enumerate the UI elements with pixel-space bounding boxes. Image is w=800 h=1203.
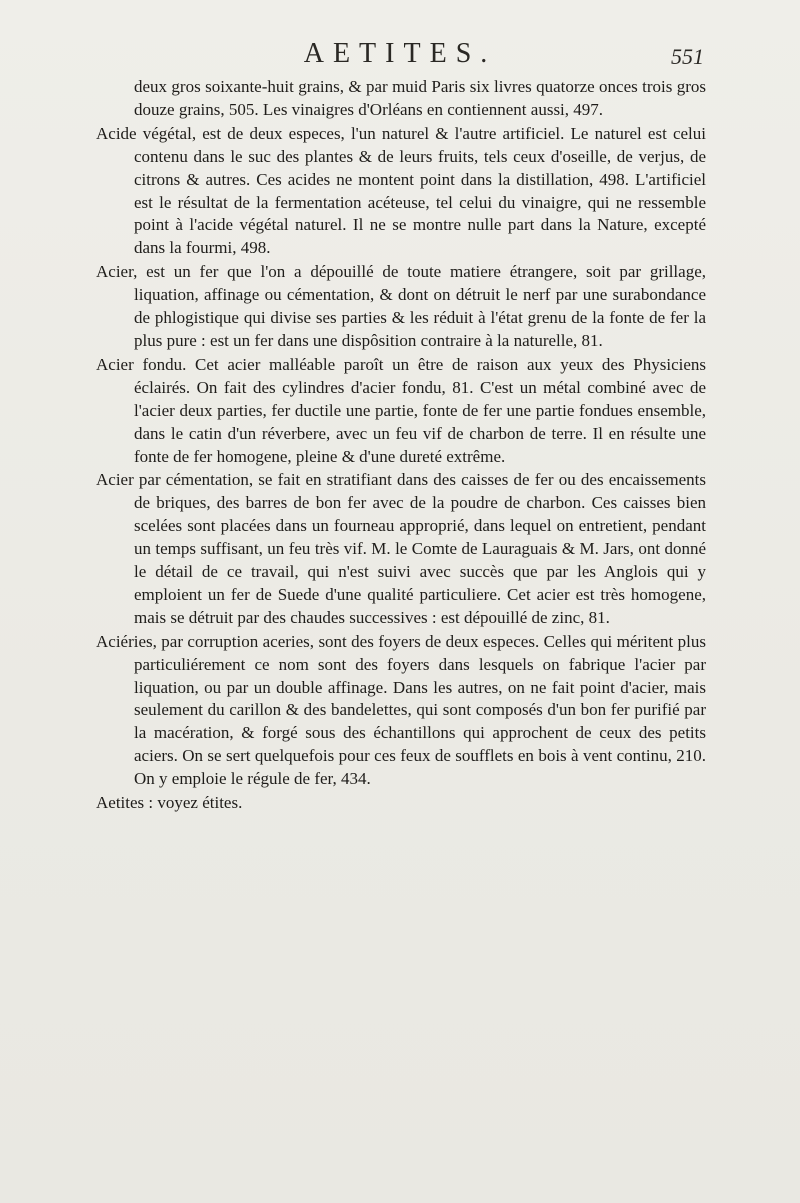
entry-acier: Acier, est un fer que l'on a dépouillé de toute matiere étrangere, soit par grillage, liquation, affinage ou cémentation, & dont on détruit le nerf par une surabondance de phlogistique qui divise ses parties & les réduit à l'état grenu de la fonte de fer la plus pure : est un fer dans une dispôsition contraire à la naturelle, 81. xyxy=(96,262,706,350)
entry-aetites: Aetites : voyez étites. xyxy=(96,793,243,813)
running-head: AETITES. xyxy=(303,38,497,69)
entry-acier-par-cementation: Acier par cémentation, se fait en stratifiant dans des caisses de fer ou des encaissements de briques, des barres de bon fer avec de la poudre de charbon. Ces caisses bien scelées sont placées dans un fourneau approprié, dans lequel on entretient, pendant un temps suffisant, un feu très vif. M. le Comte de Lauraguais & M. Jars, ont donné le détail de ce travail, qui n'est suivi avec succès que par les Anglois qui y emploient un fer de Suede d'une qualité particuliere. Cet acier est très homogene, mais se détruit par des chaudes successives : est dépouillé de zinc, 81. xyxy=(96,470,706,627)
entry-acide-vegetal: Acide végétal, est de deux especes, l'un naturel & l'autre artificiel. Le naturel est celui contenu dans le suc des plantes & de leurs fruits, tels ceux d'oseille, de verjus, de citrons & autres. Ces acides ne montent point dans la distillation, 498. L'artificiel est le résultat de la fermentation acéteuse, tel celui du vinaigre, qui ne ressemble point à l'acide végétal naturel. Il ne se montre nulle part dans la Nature, excepté dans la fourmi, 498. xyxy=(96,123,706,258)
entry-continuation: deux gros soixante-huit grains, & par muid Paris six livres quatorze onces trois gros douze grains, 505. Les vinaigres d'Orléans en contiennent aussi, 497. xyxy=(134,77,706,119)
dictionary-text xyxy=(96,76,706,816)
page-number: 551 xyxy=(671,44,704,69)
page-header xyxy=(0,38,800,78)
entry-acieries: Aciéries, par corruption aceries, sont des foyers de deux especes. Celles qui méritent plus particuliérement ce nom sont des foyers dans lesquels on fabrique l'acier par liquation, ou par un double affinage. Dans les autres, on ne fait point d'acier, mais seulement du carillon & des bandelettes, qui sont composés d'un bon fer purifié par la macération, & forgé sous des échantillons qui approchent de ceux des petits aciers. On se sert quelquefois pour ces feux de soufflets en bois à vent continu, 210. On y emploie le régule de fer, 434. xyxy=(96,631,706,789)
entry-acier-fondu: Acier fondu. Cet acier malléable paroît un être de raison aux yeux des Physiciens éclairés. On fait des cylindres d'acier fondu, 81. C'est un métal combiné avec de l'acier deux parties, fer ductile une partie, fonte de fer une partie fondues ensemble, dans le catin d'un réverbere, avec un feu vif de charbon de terre. Il en résulte une fonte de fer homogene, pleine & d'une dureté extrême. xyxy=(96,354,706,466)
